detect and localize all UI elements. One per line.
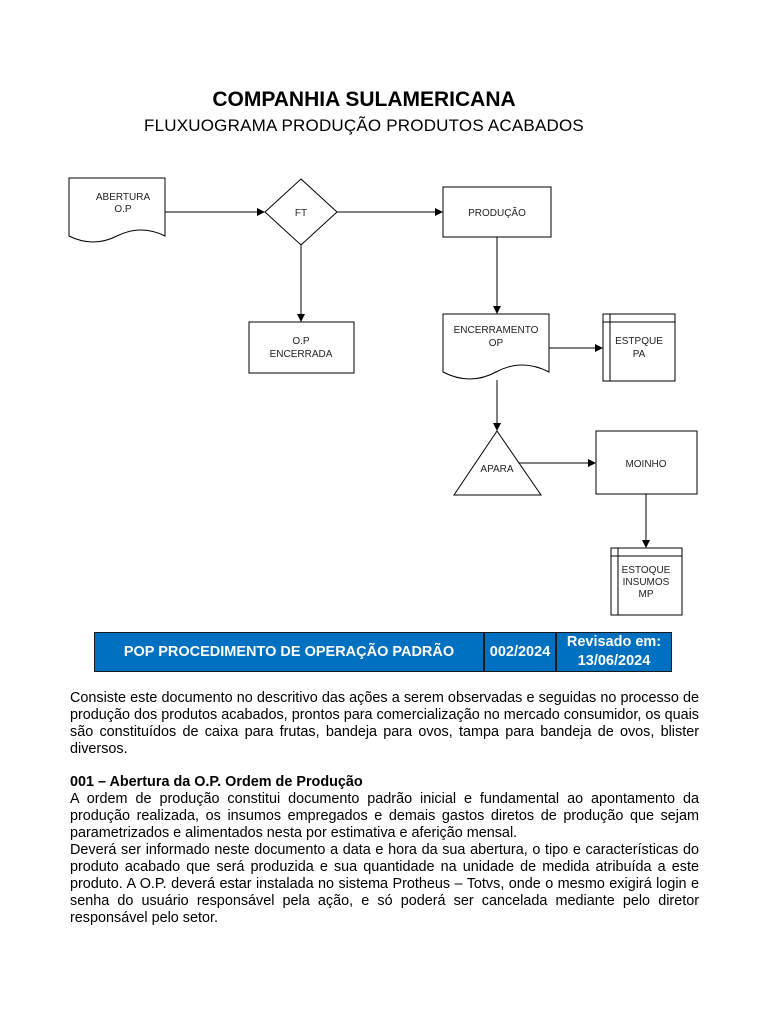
op-encerrada-label-1: O.P bbox=[292, 336, 310, 347]
section-heading: 001 – Abertura da O.P. Ordem de Produção bbox=[70, 774, 363, 790]
estpque-label-2: PA bbox=[632, 349, 646, 360]
flowchart-subtitle: FLUXUOGRAMA PRODUÇÃO PRODUTOS ACABADOS bbox=[144, 116, 584, 135]
encerramento-op-document bbox=[443, 314, 549, 379]
revision-date: 13/06/2024 bbox=[577, 653, 651, 669]
estpque-pa-storage bbox=[603, 314, 675, 381]
apara-label: APARA bbox=[480, 464, 514, 475]
revision-label: Revisado em: bbox=[566, 634, 662, 650]
pop-title: POP PROCEDIMENTO DE OPERAÇÃO PADRÃO bbox=[95, 633, 485, 671]
estoque-label-3: MP bbox=[638, 589, 654, 600]
encerramento-label-1: ENCERRAMENTO bbox=[453, 325, 539, 336]
abertura-label-2: O.P bbox=[114, 204, 132, 215]
estpque-label-1: ESTPQUE bbox=[615, 336, 663, 347]
intro-paragraph: Consiste este documento no descritivo das ações a serem observadas e seguidas no processo de produção dos produtos acabados, prontos para comercialização no mercado consumidor, os quais são constituídos de caixa para frutas, bandeja para ovos, tampa para bandeja de ovos, blister diversos. bbox=[70, 690, 699, 757]
pop-revision bbox=[557, 633, 671, 671]
section-paragraph-2: Deverá ser informado neste documento a data e hora da sua abertura, o tipo e características do produto acabado que será produzida e sua quantidade na unidade de medida atribuída a este produto. A O.P. deverá estar instalada no sistema Protheus – Totvs, onde o mesmo exigirá login e senha do usuário responsável pela ação, e só poderá ser cancelada mediante pelo diretor responsável pelo setor. bbox=[70, 842, 699, 926]
abertura-op-document bbox=[69, 178, 165, 242]
estoque-label-1: ESTOQUE bbox=[621, 565, 671, 576]
section-paragraph-1: A ordem de produção constitui documento padrão inicial e fundamental ao apontamento da produção realizada, os insumos empregados e demais gastos diretos de produção que sejam parametrizados e alimentados nesta por estimativa e aferição mensal. bbox=[70, 791, 699, 841]
op-encerrada-process bbox=[249, 322, 354, 373]
abertura-label-1: ABERTURA bbox=[95, 192, 151, 203]
moinho-label: MOINHO bbox=[625, 459, 667, 470]
encerramento-label-2: OP bbox=[488, 338, 504, 349]
ft-label: FT bbox=[294, 208, 308, 219]
moinho-process bbox=[596, 431, 697, 494]
estoque-label-2: INSUMOS bbox=[622, 577, 670, 588]
pop-banner bbox=[94, 632, 672, 672]
pop-number: 002/2024 bbox=[485, 633, 557, 671]
producao-process bbox=[443, 187, 551, 237]
estoque-insumos-storage bbox=[611, 548, 682, 615]
op-encerrada-label-2: ENCERRADA bbox=[269, 349, 333, 360]
ft-decision bbox=[265, 179, 337, 245]
company-title: COMPANHIA SULAMERICANA bbox=[212, 88, 516, 111]
producao-label: PRODUÇÃO bbox=[468, 208, 526, 219]
